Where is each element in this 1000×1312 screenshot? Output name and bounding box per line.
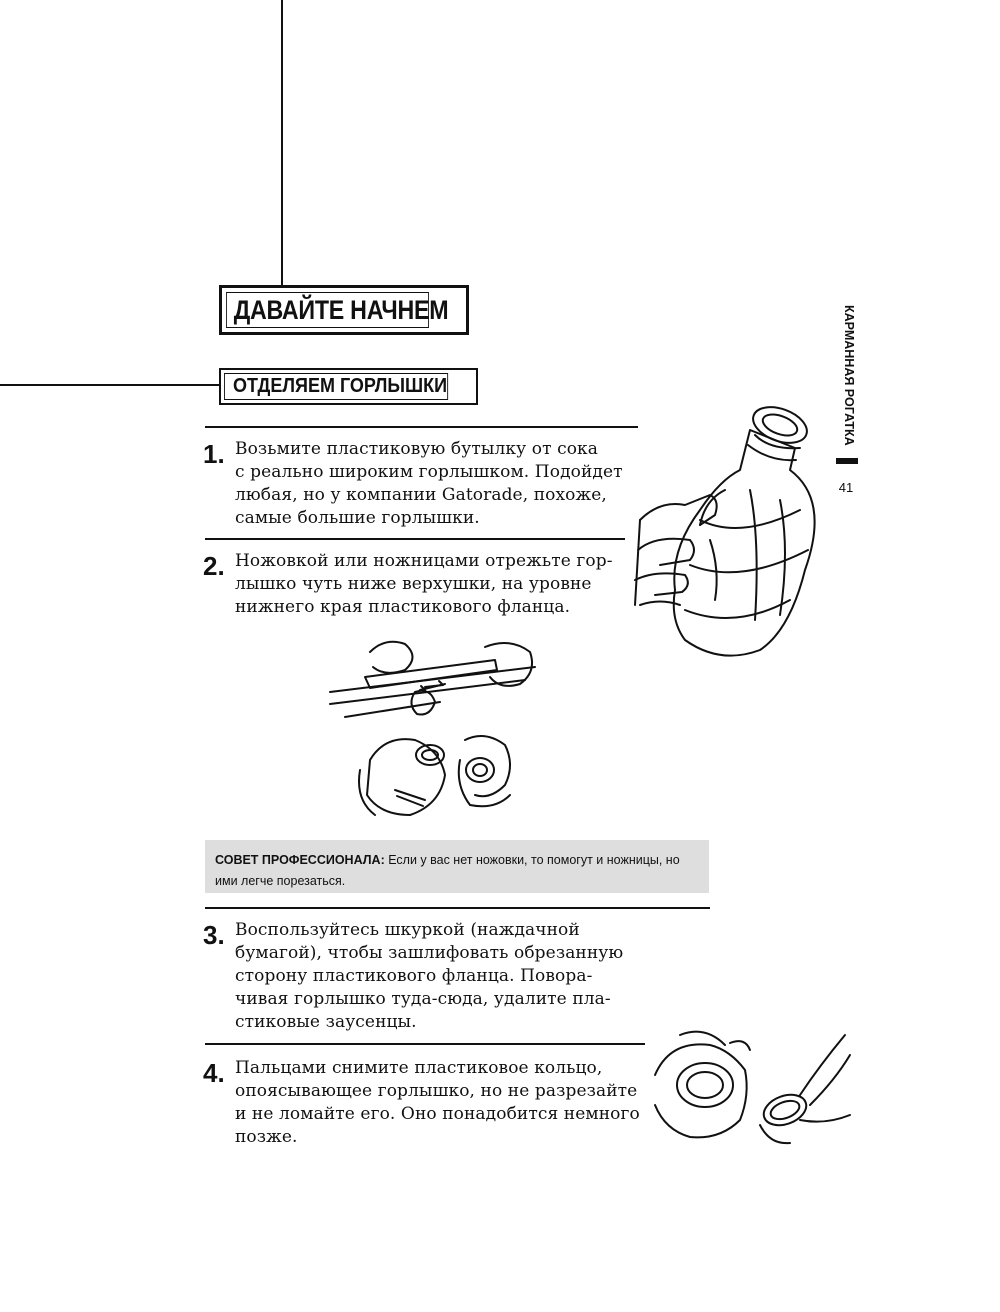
step-2-number: 2. xyxy=(203,551,225,581)
step-1-number: 1. xyxy=(203,439,225,469)
step-3-text: Воспользуйтесь шкуркой (наждачной бумагой), чтобы зашлифовать обрезанную сторону пластикового фланца. Повора- чивая горлышко туда-сюда, удалите пла- стиковые заусенцы. xyxy=(235,920,624,1032)
running-title xyxy=(838,305,858,455)
ring-removal-illustration xyxy=(650,1025,855,1155)
running-title-text: КАРМАННАЯ РОГАТКА xyxy=(842,305,856,446)
pro-tip-text: Если у вас нет ножовки, то помогут и ножницы, но ими легче порезаться. xyxy=(215,853,680,888)
pro-tip-box xyxy=(205,840,709,893)
step-2-divider xyxy=(205,538,625,540)
step-3-divider xyxy=(205,907,710,909)
pro-tip-label: СОВЕТ ПРОФЕССИОНАЛА: xyxy=(215,853,385,867)
bottle-hand-illustration xyxy=(630,400,830,660)
step-1-divider xyxy=(205,426,638,428)
chapter-heading: ДАВАЙТЕ НАЧНЕМ xyxy=(226,292,429,328)
vertical-rule xyxy=(281,0,283,287)
cut-neck-illustration xyxy=(355,730,520,820)
step-4-number: 4. xyxy=(203,1058,225,1088)
step-3-number: 3. xyxy=(203,920,225,950)
step-2-text: Ножовкой или ножницами отрежьте гор- лышко чуть ниже верхушки, на уровне нижнего края пластикового фланца. xyxy=(235,551,613,617)
section-heading-box xyxy=(219,368,478,405)
step-4-divider xyxy=(205,1043,645,1045)
page-number: 41 xyxy=(838,480,854,495)
chapter-heading-box xyxy=(219,285,469,335)
running-title-marker xyxy=(836,458,858,464)
horizontal-rule-left xyxy=(0,384,220,386)
step-1-text: Возьмите пластиковую бутылку от сока с реально широким горлышком. Подойдет любая, но у компании Gatorade, похоже, самые большие горлышки. xyxy=(235,439,623,528)
step-4-text: Пальцами снимите пластиковое кольцо, опоясывающее горлышко, но не разрезайте и не ломайте его. Оно понадобится немного позже. xyxy=(235,1058,640,1147)
section-heading: ОТДЕЛЯЕМ ГОРЛЫШКИ xyxy=(224,373,448,400)
